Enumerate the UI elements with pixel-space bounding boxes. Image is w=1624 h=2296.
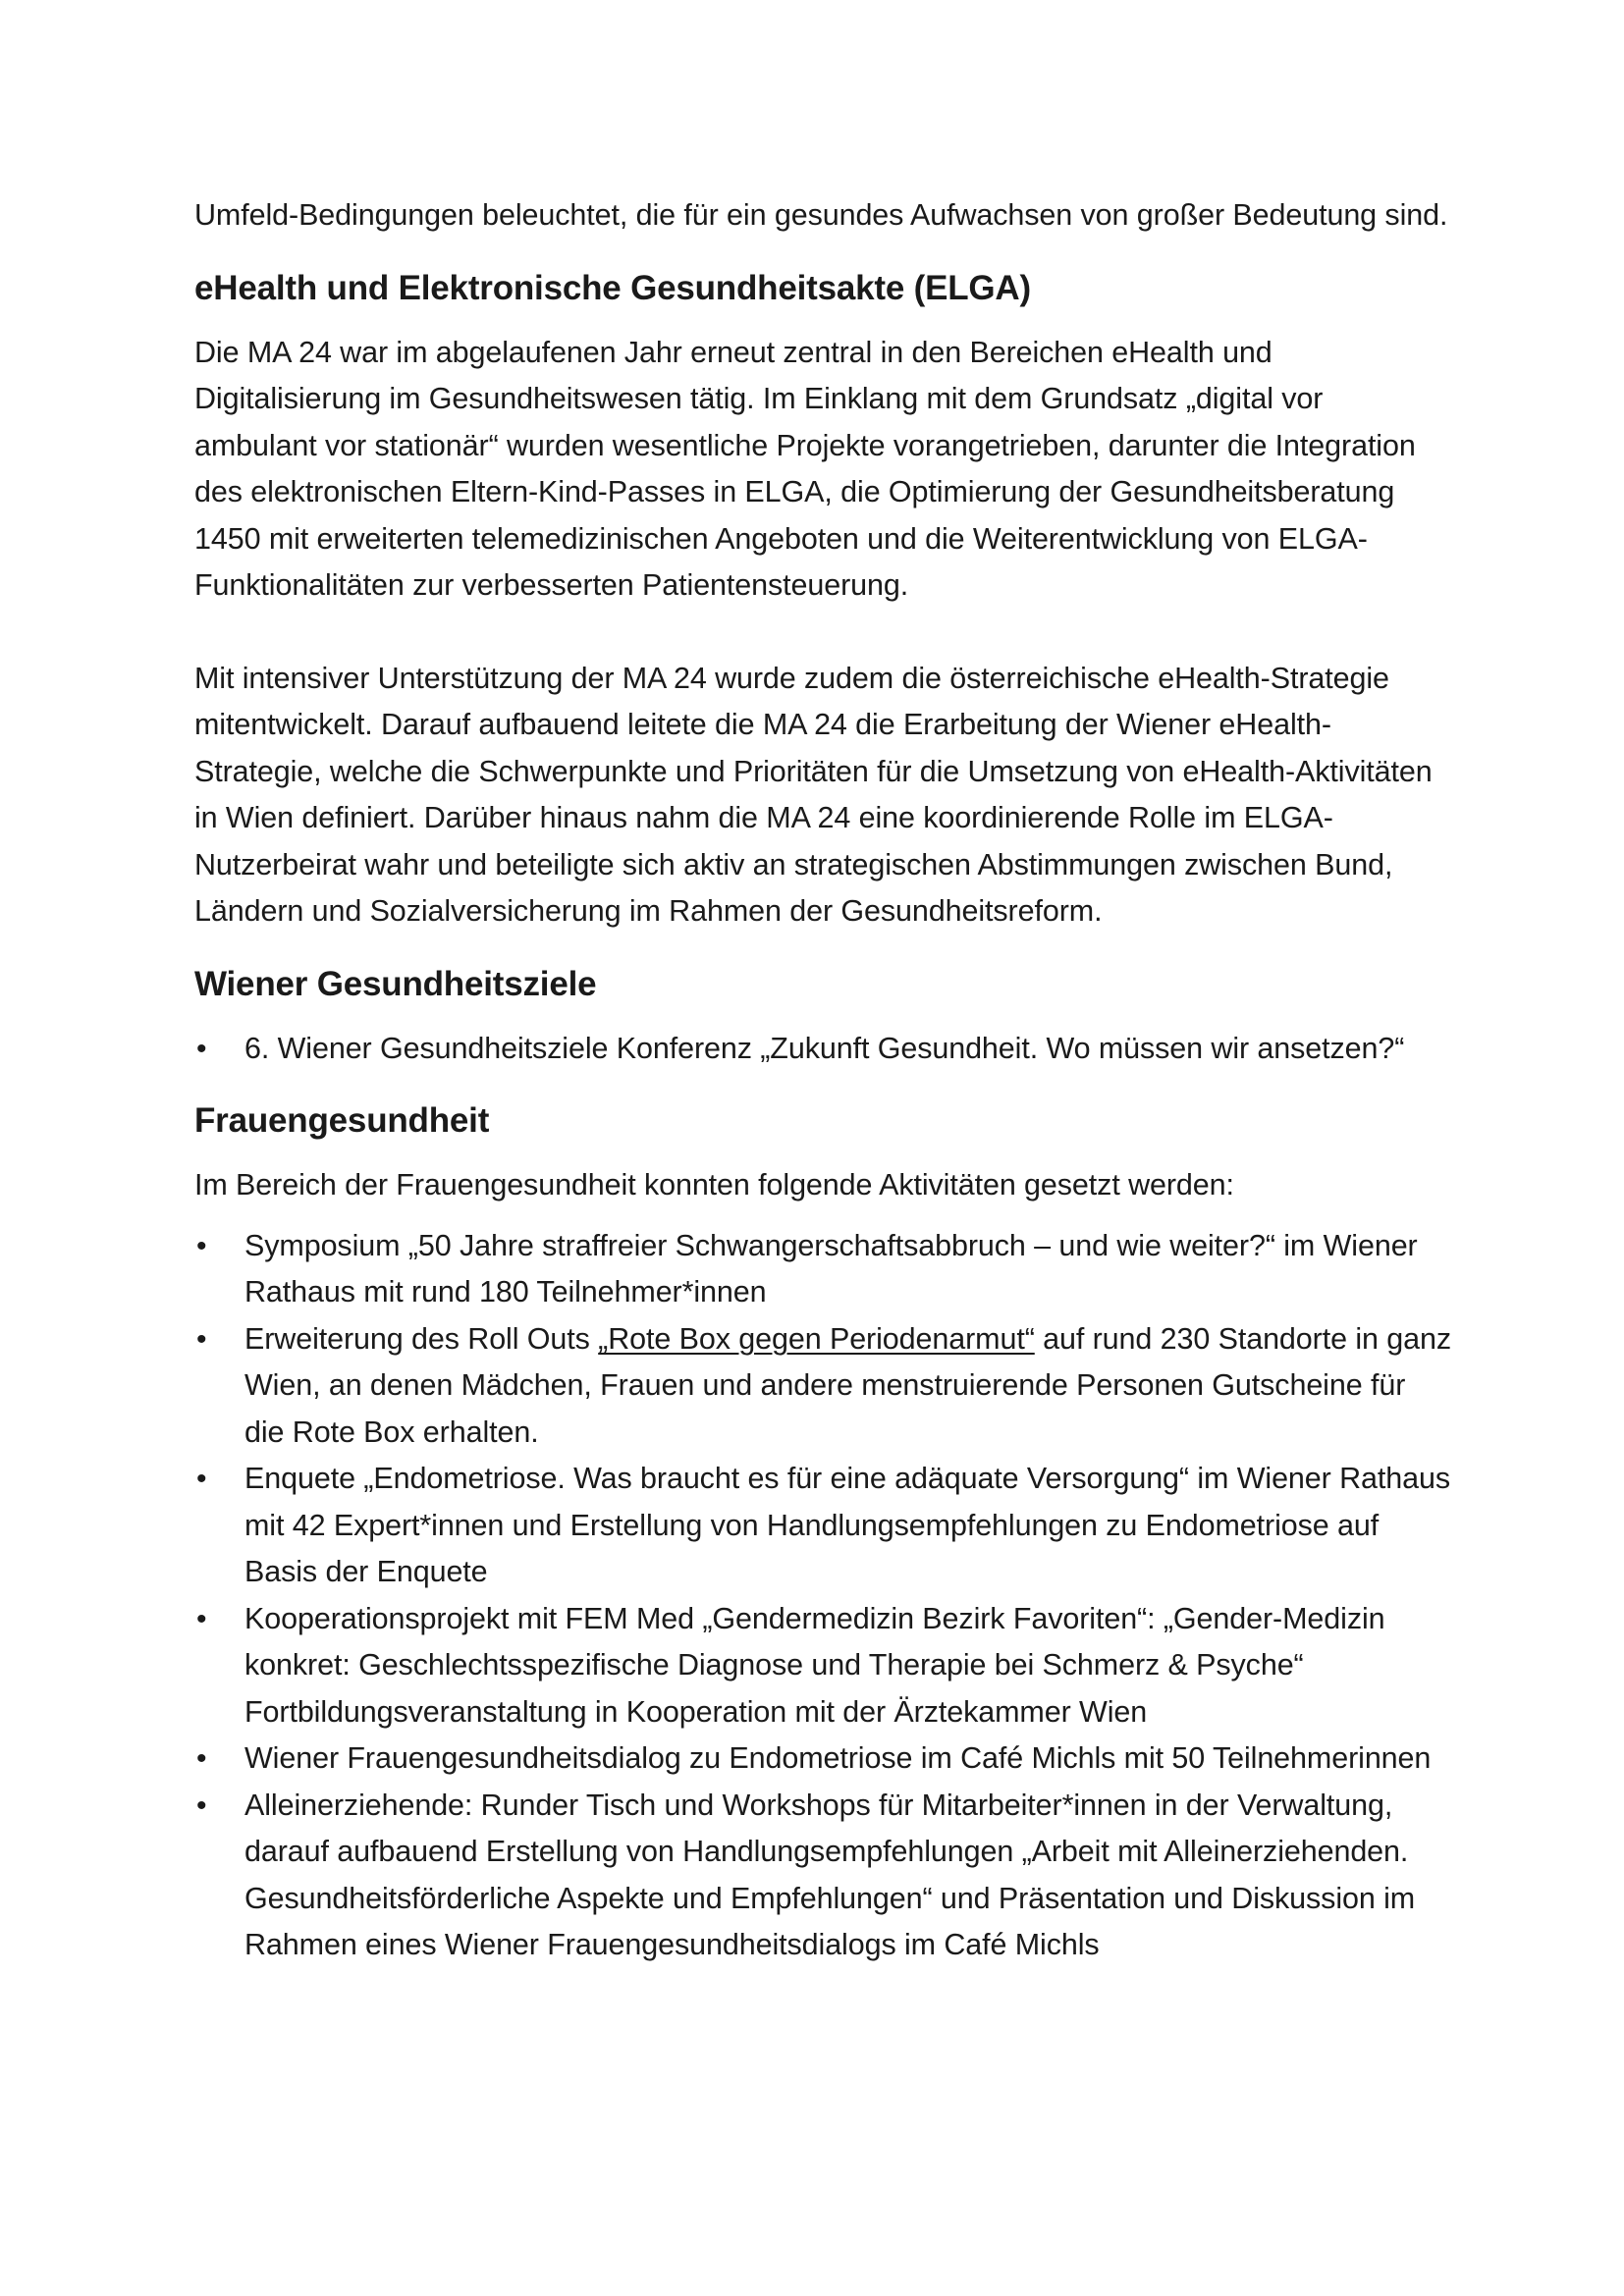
intro-paragraph: Umfeld-Bedingungen beleuchtet, die für ein gesundes Aufwachsen von großer Bedeutung sind.	[194, 198, 1448, 232]
bullet-icon: •	[196, 1789, 207, 1822]
section-heading-gesundheitsziele: Wiener Gesundheitsziele	[194, 964, 597, 1003]
list-item	[194, 1596, 1451, 1736]
list-item	[194, 1026, 1451, 1073]
ehealth-paragraph: Mit intensiver Unterstützung der MA 24 wurde zudem die österreichische eHealth-Strategie mitentwickelt. Darauf aufbauend leitete die MA 24 die Erarbeitung der Wiener eHealth-Strategie, welche die Schwerpunkte und Prioritäten für die Umsetzung von eHealth-Aktivitäten in Wien definiert. Darüber hinaus nahm die MA 24 eine koordinierende Rolle im ELGA-Nutzerbeirat wahr und beteiligte sich aktiv an strategischen Abstimmungen zwischen Bund, Ländern und Sozialversicherung im Rahmen der Gesundheitsreform.	[194, 661, 1433, 928]
bullet-icon: •	[196, 1229, 207, 1262]
section-heading-frauengesundheit: Frauengesundheit	[194, 1101, 490, 1140]
bullet-icon: •	[196, 1463, 207, 1495]
frauengesundheit-list	[194, 1223, 1451, 1969]
bullet-icon: •	[196, 1742, 207, 1775]
document-page	[194, 192, 1451, 1969]
list-item-text: 6. Wiener Gesundheitsziele Konferenz „Zukunft Gesundheit. Wo müssen wir ansetzen?“	[244, 1031, 1405, 1065]
list-item-text-after: auf rund 230 Standorte in ganz Wien, an denen Mädchen, Frauen und andere menstruierende Personen Gutscheine für die Rote Box erhalten.	[244, 1321, 1451, 1449]
frauengesundheit-intro: Im Bereich der Frauengesundheit konnten folgende Aktivitäten gesetzt werden:	[194, 1168, 1234, 1201]
gesundheitsziele-list	[194, 1026, 1451, 1073]
list-item-text: Symposium „50 Jahre straffreier Schwangerschaftsabbruch – und wie weiter?“ im Wiener Rathaus mit rund 180 Teilnehmer*innen	[244, 1228, 1418, 1308]
list-item	[194, 1456, 1451, 1596]
list-item	[194, 1783, 1451, 1969]
section-heading-ehealth: eHealth und Elektronische Gesundheitsakte (ELGA)	[194, 268, 1031, 307]
rote-box-link[interactable]: „Rote Box gegen Periodenarmut“	[598, 1321, 1035, 1356]
bullet-icon: •	[196, 1032, 207, 1065]
list-item-text-before: Erweiterung des Roll Outs	[244, 1321, 599, 1356]
ehealth-paragraph: Die MA 24 war im abgelaufenen Jahr erneut zentral in den Bereichen eHealth und Digitalisierung im Gesundheitswesen tätig. Im Einklang mit dem Grundsatz „digital vor ambulant vor stationär“ wurden wesentliche Projekte vorangetrieben, darunter die Integration des elektronischen Eltern-Kind-Passes in ELGA, die Optimierung der Gesundheitsberatung 1450 mit erweiterten telemedizinischen Angeboten und die Weiterentwicklung von ELGA-Funktionalitäten zur verbesserten Patientensteuerung.	[194, 335, 1416, 602]
list-item-text: Kooperationsprojekt mit FEM Med „Gendermedizin Bezirk Favoriten“: „Gender-Medizin konkret: Geschlechtsspezifische Diagnose und Therapie bei Schmerz & Psyche“ Fortbildungsveranstaltung in Kooperation mit der Ärztekammer Wien	[244, 1601, 1385, 1729]
list-item-text: Enquete „Endometriose. Was braucht es für eine adäquate Versorgung“ im Wiener Rathaus mit 42 Expert*innen und Erstellung von Handlungsempfehlungen zu Endometriose auf Basis der Enquete	[244, 1462, 1450, 1588]
bullet-icon: •	[196, 1322, 207, 1356]
list-item	[194, 1735, 1451, 1783]
bullet-icon: •	[196, 1602, 207, 1635]
list-item	[194, 1223, 1451, 1316]
list-item	[194, 1316, 1451, 1457]
list-item-text: Alleinerziehende: Runder Tisch und Workshops für Mitarbeiter*innen in der Verwaltung, darauf aufbauend Erstellung von Handlungsempfehlungen „Arbeit mit Alleinerziehenden. Gesundheitsförderliche Aspekte und Empfehlungen“ und Präsentation und Diskussion im Rahmen eines Wiener Frauengesundheitsdialogs im Café Michls	[244, 1788, 1416, 1961]
list-item-text: Wiener Frauengesundheitsdialog zu Endometriose im Café Michls mit 50 Teilnehmerinnen	[244, 1741, 1432, 1775]
